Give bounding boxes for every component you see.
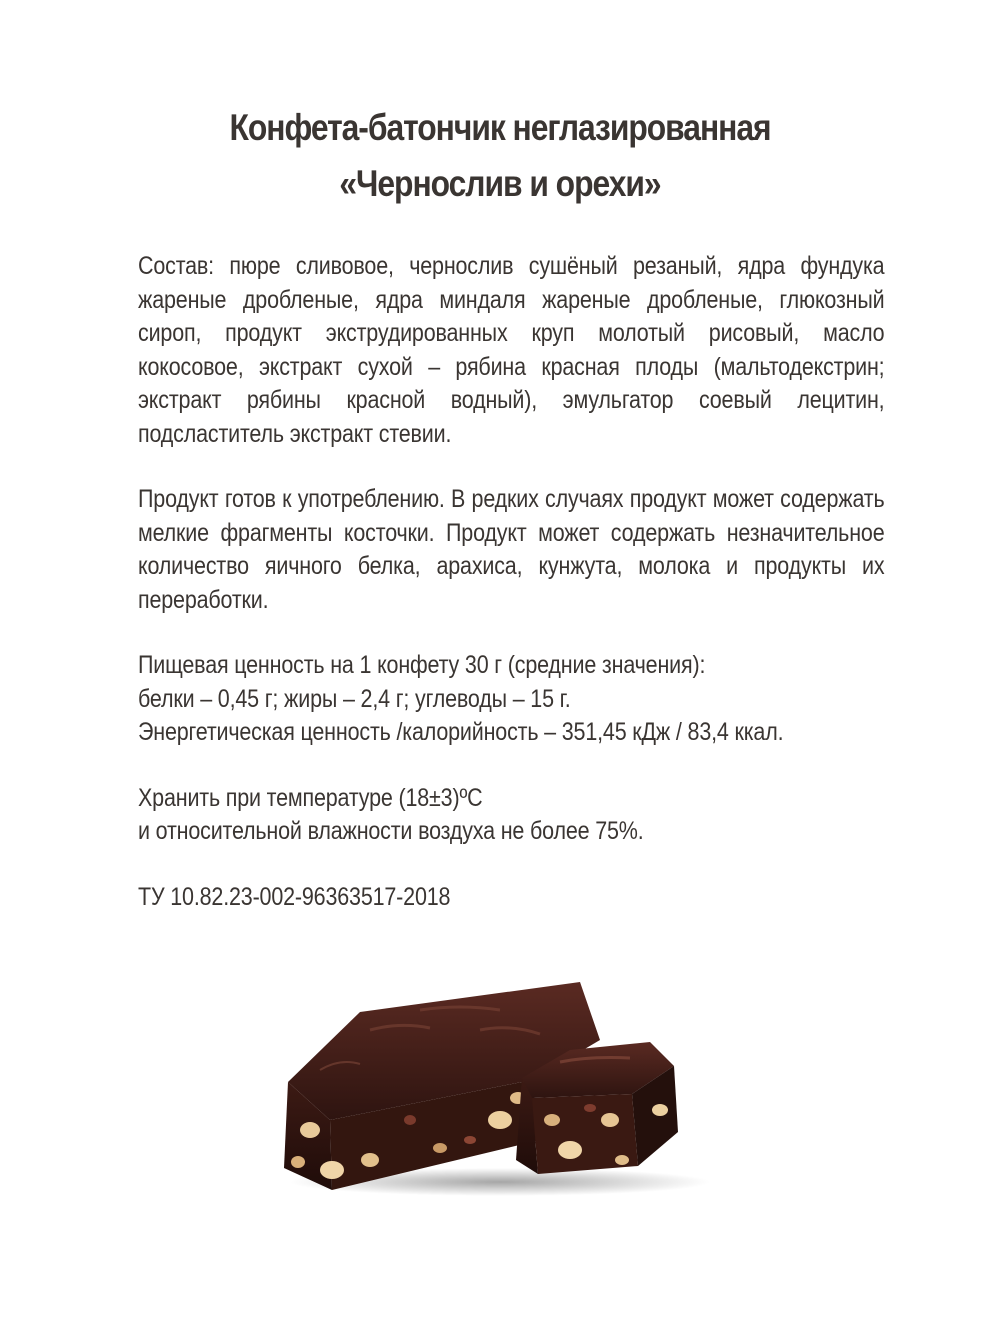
composition-text: Состав: пюре сливовое, чернослив сушёный резаный, ядра фундука жареные дробленые, ядра миндаля жареные дробленые, глюкозный сироп, продукт экструдированных круп молотый рисовый, масло кокосовое, экстракт сухой – рябина красная плоды (мальтодекстрин; экстракт рябины красной водный), эмульгатор соевый лецитин, подсластитель экстракт стевии. <box>138 252 885 448</box>
technical-standard: ТУ 10.82.23-002-96363517-2018 <box>138 882 451 911</box>
product-title <box>70 100 930 212</box>
product-info <box>138 250 884 946</box>
product-title-line-2: «Чернослив и орехи» <box>339 163 661 204</box>
nutrition-facts <box>138 649 884 750</box>
product-title-line-1: Конфета-батончик неглазированная <box>229 107 771 148</box>
usage-notice-text: Продукт готов к употреблению. В редких случаях продукт может содержать мелкие фрагменты косточки. Продукт может содержать незначительное количество яичного белка, арахиса, кунжута, молока и продукты их переработки. <box>138 485 885 614</box>
nutrition-header: Пищевая ценность на 1 конфету 30 г (средние значения): <box>138 651 706 679</box>
storage-humidity: и относительной влажности воздуха не более 75%. <box>138 817 644 845</box>
storage-temperature: Хранить при температуре (18±3)ºС <box>138 783 483 812</box>
nutrition-values: белки – 0,45 г; жиры – 2,4 г; углеводы – 15 г. <box>138 684 571 713</box>
candy-bar-photo <box>270 970 730 1200</box>
energy-value: Энергетическая ценность /калорийность – 351,45 кДж / 83,4 ккал. <box>138 718 784 746</box>
storage-conditions <box>138 782 884 849</box>
